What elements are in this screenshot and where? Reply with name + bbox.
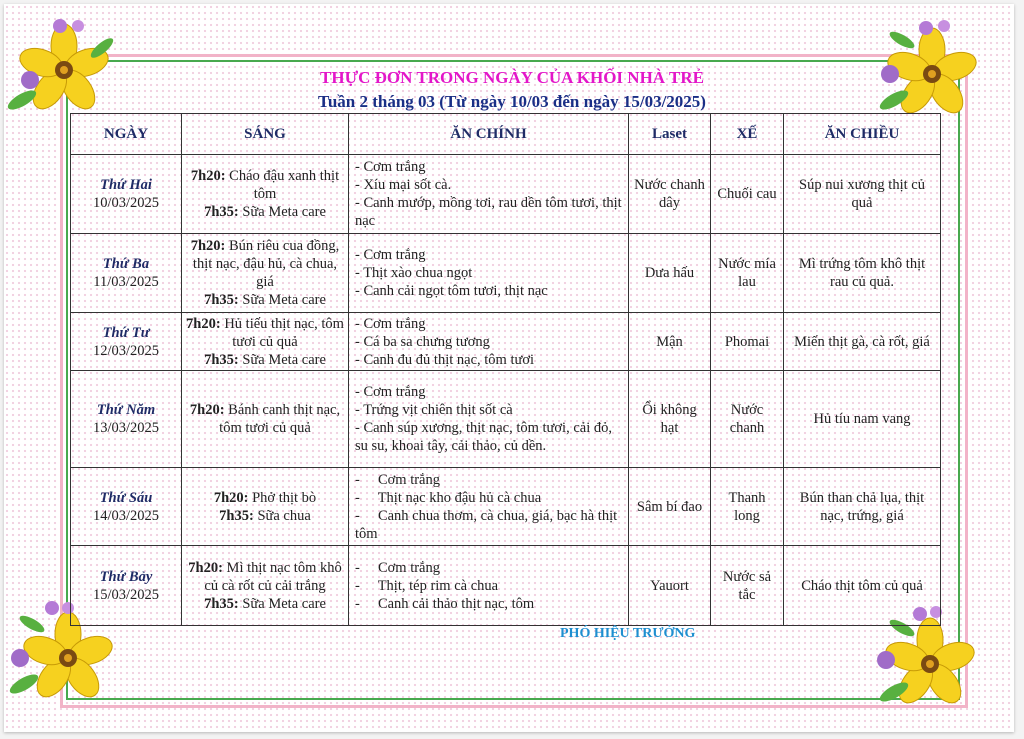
main-dish: - Canh súp xương, thịt nạc, tôm tươi, cải đỏ, su su, khoai tây, cải thảo, củ dền. [355, 420, 612, 454]
day-name: Thứ Ba [102, 256, 150, 272]
header-ngay: NGÀY [71, 114, 182, 155]
laset-cell: Ổi không hạt [629, 371, 711, 468]
morning-cell [182, 234, 349, 313]
main-dish: - Cơm trắng [355, 247, 426, 263]
morning-time: 7h20: [190, 168, 226, 184]
laset-cell: Sâm bí đao [629, 468, 711, 546]
morning-dish: Mì thịt nạc tôm khô củ cà rốt củ cải trắng [204, 559, 342, 594]
table-row [71, 234, 941, 313]
morning-dish: Sữa Meta care [238, 351, 326, 368]
afternoon-cell: Cháo thịt tôm củ quả [784, 546, 941, 626]
main-dish: - Canh cải thảo thịt nạc, tôm [355, 595, 535, 612]
xe-cell: Phomai [711, 313, 784, 371]
header-xe: XẾ [711, 114, 784, 155]
day-name: Thứ Tư [102, 324, 150, 341]
main-dish: - Trứng vịt chiên thịt sốt cà [355, 402, 513, 418]
xe-cell: Nước chanh [711, 371, 784, 468]
header-laset: Laset [629, 114, 711, 155]
main-dish: - Canh cải ngọt tôm tươi, thịt nạc [355, 283, 548, 299]
morning-cell [182, 155, 349, 234]
main-meal-cell [349, 371, 629, 468]
header-sang: SÁNG [182, 114, 349, 155]
morning-time: 7h20: [190, 238, 226, 254]
menu-table [70, 113, 941, 626]
laset-cell: Nước chanh dây [629, 155, 711, 234]
main-dish: - Thịt, tép rim cà chua [355, 577, 499, 594]
morning-cell [182, 468, 349, 546]
morning-time: 7h35: [204, 292, 239, 308]
day-cell [71, 313, 182, 371]
header-an-chieu: ĂN CHIỀU [784, 114, 941, 155]
day-name: Thứ Hai [100, 177, 152, 193]
morning-dish: Sữa Meta care [238, 204, 326, 220]
table-row [71, 468, 941, 546]
morning-time: 7h20: [189, 402, 225, 418]
day-date: 10/03/2025 [92, 195, 160, 211]
table-header-row [71, 114, 941, 155]
day-date: 15/03/2025 [92, 586, 160, 603]
morning-time: 7h20: [188, 559, 223, 576]
morning-cell [182, 546, 349, 626]
morning-dish: Sữa Meta care [238, 292, 326, 308]
day-cell [71, 546, 182, 626]
table-row [71, 313, 941, 371]
day-date: 13/03/2025 [92, 420, 160, 436]
morning-dish: Bánh canh thịt nạc, tôm tươi củ quả [219, 402, 341, 436]
morning-dish: Cháo đậu xanh thịt tôm [225, 168, 340, 202]
day-cell [71, 468, 182, 546]
main-dish: - Cơm trắng [355, 384, 426, 400]
afternoon-cell: Hủ tíu nam vang [784, 371, 941, 468]
xe-cell: Nước sả tắc [711, 546, 784, 626]
morning-time: 7h35: [204, 204, 239, 220]
morning-time: 7h20: [186, 315, 221, 332]
main-dish: - Cơm trắng [355, 315, 426, 332]
main-dish: - Cơm trắng [355, 159, 426, 175]
afternoon-cell: Mì trứng tôm khô thịt rau củ quả. [784, 234, 941, 313]
day-cell [71, 155, 182, 234]
afternoon-cell: Miến thịt gà, cà rốt, giá [784, 313, 941, 371]
morning-time: 7h20: [213, 489, 249, 506]
laset-cell: Dưa hấu [629, 234, 711, 313]
main-dish: - Thịt nạc kho đậu hủ cà chua [355, 489, 542, 506]
morning-time: 7h35: [204, 595, 239, 612]
morning-cell [182, 313, 349, 371]
table-row [71, 155, 941, 234]
main-dish: - Thịt xào chua ngọt [355, 265, 473, 281]
day-cell [71, 371, 182, 468]
morning-dish: Bún riêu cua đồng, thịt nạc, đậu hủ, cà chua, giá [192, 238, 340, 290]
main-meal-cell [349, 546, 629, 626]
afternoon-cell: Bún than chả lụa, thịt nạc, trứng, giá [784, 468, 941, 546]
xe-cell: Thanh long [711, 468, 784, 546]
main-dish: - Cá ba sa chưng tương [355, 333, 490, 350]
morning-dish: Sữa Meta care [238, 595, 326, 612]
day-date: 11/03/2025 [93, 274, 159, 290]
main-meal-cell [349, 313, 629, 371]
morning-dish: Hủ tiếu thịt nạc, tôm tươi củ quả [220, 315, 344, 350]
day-cell [71, 234, 182, 313]
day-date: 14/03/2025 [92, 507, 160, 524]
day-date: 12/03/2025 [92, 342, 160, 359]
main-dish: - Canh mướp, mồng tơi, rau dền tôm tươi, thịt nạc [355, 195, 622, 229]
table-row [71, 371, 941, 468]
main-dish: - Xíu mại sốt cà. [355, 177, 452, 193]
main-dish: - Cơm trắng [355, 559, 440, 576]
laset-cell: Yauort [629, 546, 711, 626]
signature-title: PHÓ HIỆU TRƯỞNG [560, 626, 696, 641]
day-name: Thứ Năm [96, 402, 156, 418]
afternoon-cell: Súp nui xương thịt củ quả [784, 155, 941, 234]
morning-time: 7h35: [204, 351, 239, 368]
header-an-chinh: ĂN CHÍNH [349, 114, 629, 155]
day-name: Thứ Bảy [99, 568, 153, 585]
main-dish: - Cơm trắng [355, 471, 440, 488]
table-row [71, 546, 941, 626]
laset-cell: Mận [629, 313, 711, 371]
day-name: Thứ Sáu [99, 489, 153, 506]
main-dish: - Canh chua thơm, cà chua, giá, bạc hà thịt tôm [355, 507, 621, 542]
main-meal-cell [349, 155, 629, 234]
page-title: THỰC ĐƠN TRONG NGÀY CỦA KHỐI NHÀ TRẺ [320, 68, 704, 87]
morning-dish: Sữa chua [253, 507, 311, 524]
main-meal-cell [349, 468, 629, 546]
main-meal-cell [349, 234, 629, 313]
morning-cell [182, 371, 349, 468]
morning-time: 7h35: [219, 507, 254, 524]
page-subtitle: Tuần 2 tháng 03 (Từ ngày 10/03 đến ngày 15/03/2025) [318, 92, 706, 111]
xe-cell: Chuối cau [711, 155, 784, 234]
morning-dish: Phở thịt bò [248, 489, 317, 506]
xe-cell: Nước mía lau [711, 234, 784, 313]
main-dish: - Canh đu đủ thịt nạc, tôm tươi [355, 351, 535, 368]
